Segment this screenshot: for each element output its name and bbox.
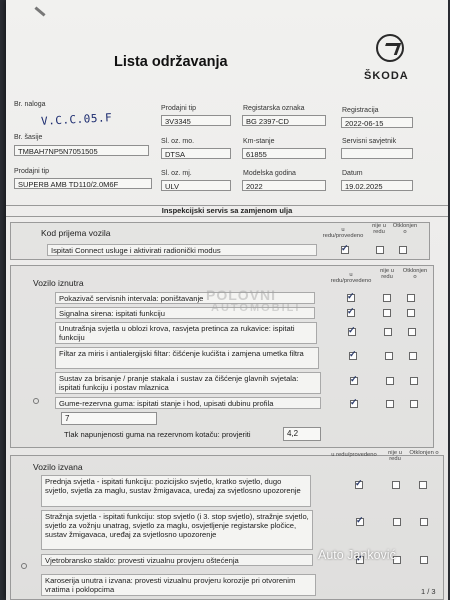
checkbox-connect-removed[interactable] — [399, 246, 407, 254]
checkbox-front-lights-removed[interactable] — [419, 481, 427, 489]
checkbox-interior-lights-not-ok[interactable] — [384, 328, 392, 336]
checkbox-interior-lights-removed[interactable] — [408, 328, 416, 336]
checkbox-horn-removed[interactable] — [407, 309, 415, 317]
value-datum: 19.02.2025 — [341, 180, 413, 191]
row-horn: Signalna sirena: ispitati funkciju — [55, 307, 315, 319]
checkbox-service-interval-done[interactable] — [347, 294, 355, 302]
label-prodajni-tip: Prodajni tip — [161, 105, 197, 112]
label-prodajni-tip-naziv: Prodajni tip — [14, 168, 50, 175]
label-registracija: Registracija — [342, 107, 379, 114]
row-rear-lights: Stražnja svjetla - ispitati funkciju: stop svjetlo (i 3. stop svjetlo), stražnje svjetlo, svjetlo za vožnju unatrag, svjetlo za maglu, osvjetljenje registarske pločice, sustav žmigavaca, uređaj za svjetlosno upozorenje — [41, 510, 313, 550]
checkbox-connect-done[interactable] — [341, 246, 349, 254]
value-br-sasije: TMBAH7NP5N7051505 — [14, 145, 149, 156]
staple-mark — [34, 6, 45, 16]
col-header-not-ok-3: nije u redu — [388, 450, 402, 462]
value-registracija: 2022-06-15 — [341, 117, 413, 128]
col-header-removed-3: Otklonjen o — [409, 450, 439, 456]
value-prodajni-tip-naziv: SUPERB AMB TD110/2.0M6F — [14, 178, 152, 189]
panel-izvana-title: Vozilo izvana — [33, 462, 83, 472]
page-title: Lista održavanja — [114, 54, 228, 70]
section-title: Inspekcijski servis sa zamjenom ulja — [6, 205, 448, 217]
credit-watermark: Auto Janković — [318, 548, 396, 562]
value-servisni-savjetnik — [341, 148, 413, 159]
row-windscreen: Vjetrobransko staklo: provesti vizualnu provjeru oštećenja — [41, 554, 313, 566]
panel-iznutra-title: Vozilo iznutra — [33, 278, 84, 288]
label-km-stanje: Km-stanje — [243, 138, 275, 145]
watermark-bottom: AUTOMOBILI — [211, 302, 301, 314]
row-wipers: Sustav za brisanje / pranje stakala i sustav za čišćenje glavnih svjetala: ispitati funkciju i postav mlaznica — [55, 372, 321, 394]
brand-name: ŠKODA — [364, 70, 409, 82]
checkbox-horn-done[interactable] — [347, 309, 355, 317]
checkbox-interior-lights-done[interactable] — [348, 328, 356, 336]
row-cabin-filter: Filtar za miris i antialergijski filtar: čišćenje kućišta i zamjena umetka filtra — [55, 347, 319, 369]
label-sl-oz-mo: Sl. oz. mo. — [161, 138, 195, 145]
checkbox-spare-tyre-not-ok[interactable] — [386, 400, 394, 408]
col-header-not-ok-2: nije u redu — [380, 268, 394, 280]
panel-kod-prijema-title: Kod prijema vozila — [41, 228, 111, 238]
label-sl-oz-mj: Sl. oz. mj. — [161, 170, 192, 177]
page-number: 1 / 3 — [421, 587, 436, 596]
checkbox-rear-lights-not-ok[interactable] — [393, 518, 401, 526]
checkbox-connect-not-ok[interactable] — [376, 246, 384, 254]
checkbox-front-lights-not-ok[interactable] — [392, 481, 400, 489]
checkbox-cabin-filter-done[interactable] — [349, 352, 357, 360]
spare-tyre-marker — [33, 398, 39, 404]
row-service-interval: Pokazivač servisnih intervala: poništavanje — [55, 292, 315, 304]
label-br-sasije: Br. šasije — [14, 134, 43, 141]
label-servisni-savjetnik: Servisni savjetnik — [342, 138, 397, 145]
skoda-logo-icon — [376, 34, 404, 62]
value-modelska-godina: 2022 — [242, 180, 326, 191]
checkbox-cabin-filter-removed[interactable] — [409, 352, 417, 360]
value-registarska-oznaka: BG 2397-CD — [242, 115, 326, 126]
value-br-naloga: V.C.C.05.F — [40, 111, 113, 128]
checkbox-spare-tyre-removed[interactable] — [410, 400, 418, 408]
col-header-removed-2: Otklonjen o — [402, 268, 428, 280]
pressure-label: Tlak napunjenosti guma na rezervnom kotaču: provjeriti — [64, 430, 251, 439]
row-connect-services: Ispitati Connect usluge i aktivirati radionički modus — [47, 244, 317, 256]
col-header-done-3: u redu/provedeno — [331, 452, 377, 458]
checkbox-service-interval-removed[interactable] — [407, 294, 415, 302]
checkbox-windscreen-removed[interactable] — [420, 556, 428, 564]
label-datum: Datum — [342, 170, 363, 177]
col-header-removed: Otklonjen o — [392, 223, 418, 235]
checkbox-cabin-filter-not-ok[interactable] — [385, 352, 393, 360]
checkbox-wipers-removed[interactable] — [410, 377, 418, 385]
checkbox-service-interval-not-ok[interactable] — [383, 294, 391, 302]
checkbox-front-lights-done[interactable] — [355, 481, 363, 489]
checkbox-wipers-done[interactable] — [350, 377, 358, 385]
checkbox-horn-not-ok[interactable] — [383, 309, 391, 317]
pressure-input[interactable]: 4,2 — [283, 427, 321, 441]
windscreen-marker — [21, 563, 27, 569]
row-spare-tyre: Gume-rezervna guma: ispitati stanje i hod, upisati dubinu profila — [55, 397, 321, 409]
label-br-naloga: Br. naloga — [14, 101, 46, 108]
document-page — [6, 0, 448, 600]
row-interior-lights: Unutrašnja svjetla u oblozi krova, rasvjeta pretinca za rukavice: ispitati funkciju — [55, 322, 317, 344]
value-prodajni-tip: 3V3345 — [161, 115, 231, 126]
checkbox-rear-lights-done[interactable] — [356, 518, 364, 526]
col-header-done: u redu/provedeno — [322, 227, 364, 239]
label-modelska-godina: Modelska godina — [243, 170, 296, 177]
watermark-top: POLOVNI — [206, 287, 277, 303]
row-body-corrosion: Karoserija unutra i izvana: provesti vizualnu provjeru korozije pri otvorenim vratima i poklopcima — [41, 574, 316, 596]
tread-depth-input[interactable]: 7 — [61, 412, 157, 425]
label-registarska-oznaka: Registarska oznaka — [243, 105, 305, 112]
value-sl-oz-mj: ULV — [161, 180, 231, 191]
value-sl-oz-mo: DTSA — [161, 148, 231, 159]
checkbox-spare-tyre-done[interactable] — [350, 400, 358, 408]
col-header-not-ok: nije u redu — [372, 223, 386, 235]
checkbox-rear-lights-removed[interactable] — [420, 518, 428, 526]
panel-izvana — [10, 450, 444, 600]
row-front-lights: Prednja svjetla - ispitati funkciju: pozicijsko svjetlo, kratko svjetlo, dugo svjetlo, svjetla za maglu, sustav žmigavaca, uređaj za svjetlosno upozorenje — [41, 475, 311, 507]
panel-kod-prijema — [10, 222, 430, 260]
col-header-done-2: u redu/provedeno — [330, 272, 372, 284]
value-km-stanje: 61855 — [242, 148, 326, 159]
checkbox-wipers-not-ok[interactable] — [386, 377, 394, 385]
